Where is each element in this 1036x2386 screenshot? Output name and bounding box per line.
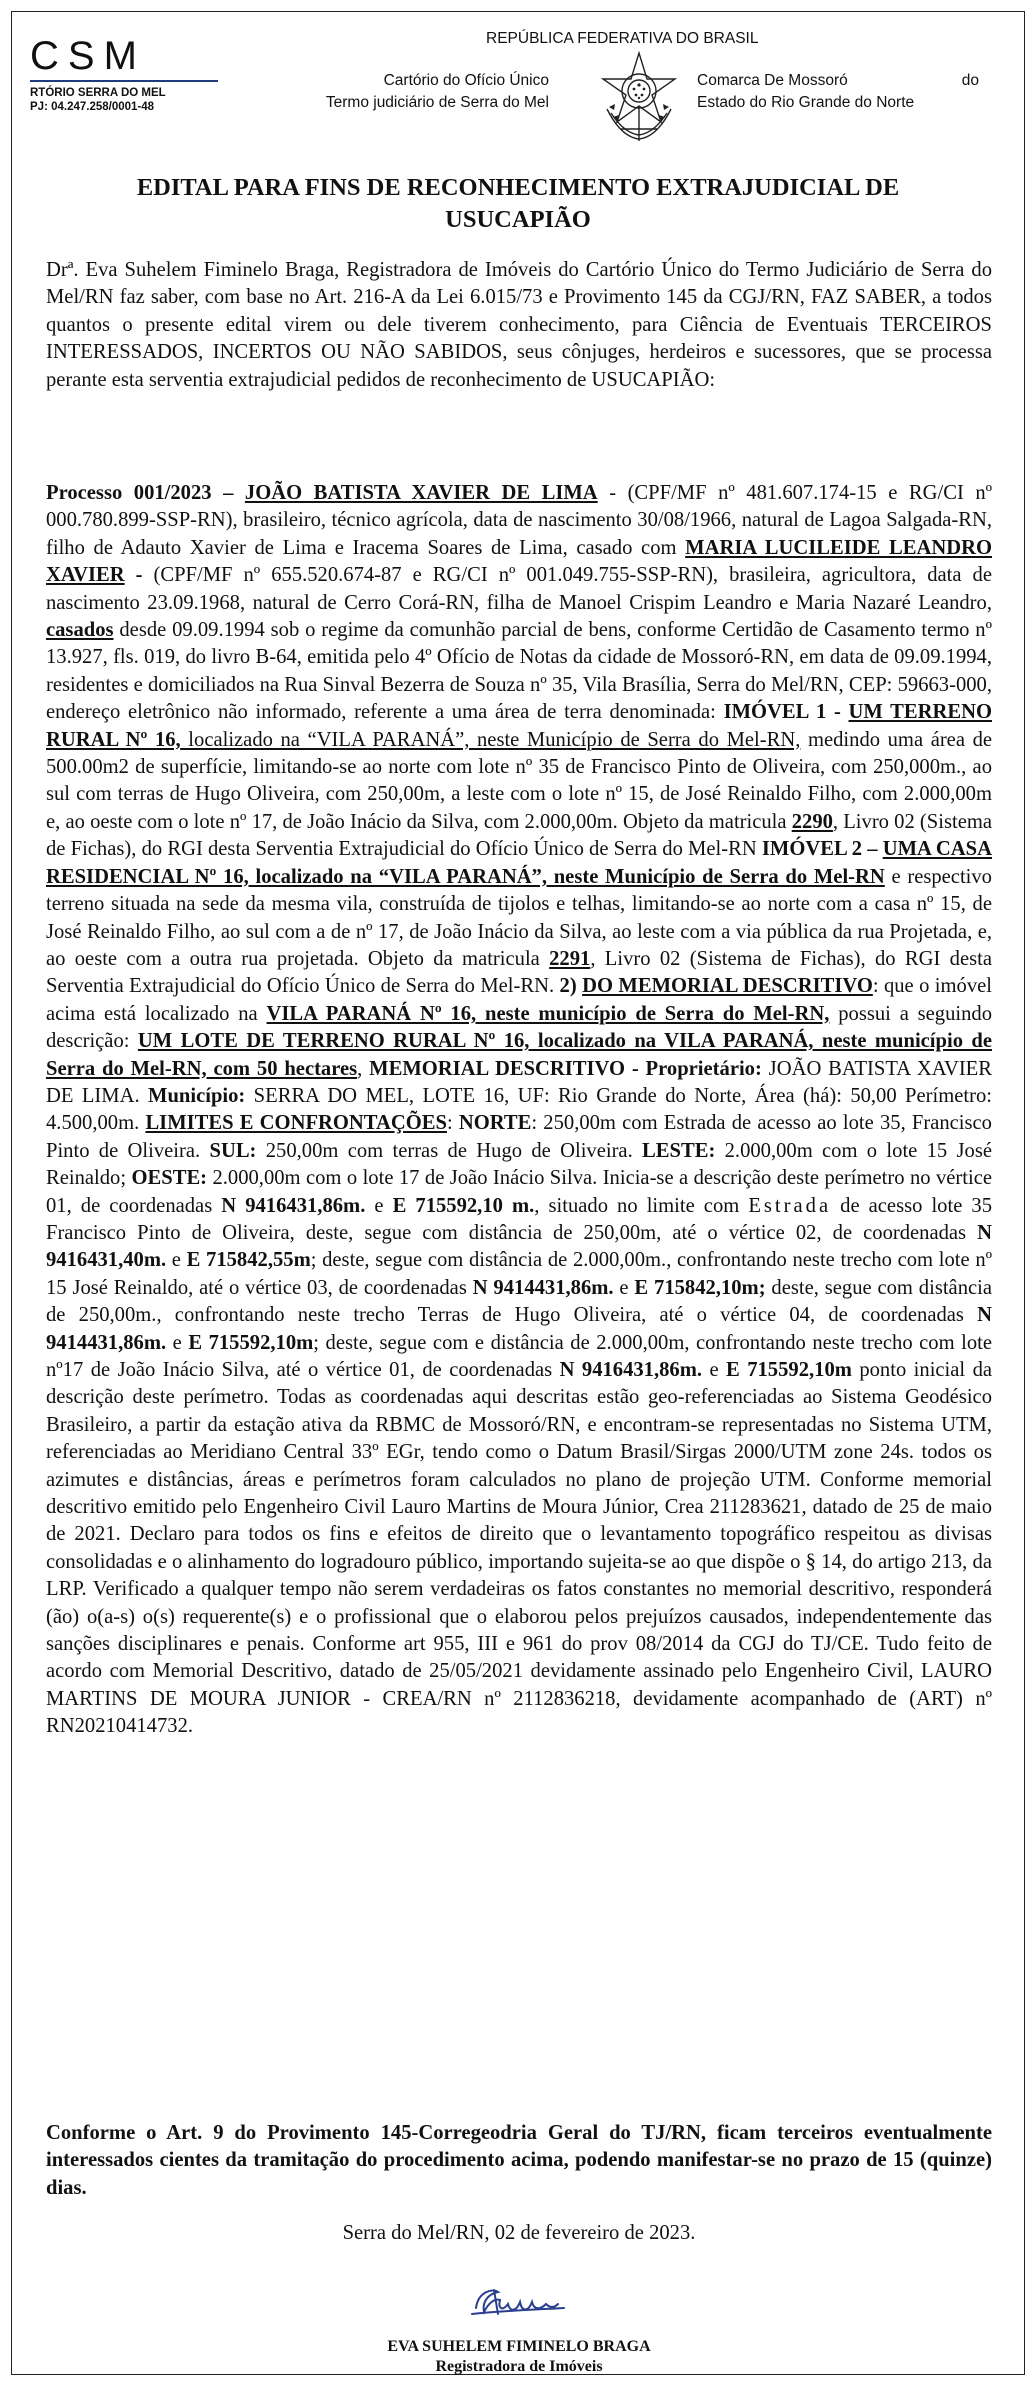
office-jurisdiction: Termo judiciário de Serra do Mel [325,94,549,111]
municipality-details: SERRA DO MEL, LOTE 16, UF: Rio Grande do Norte, Área (há): 50,00 Perímetro: 4.500,00m. [46,1084,992,1135]
coord-e-2: E 715842,55m [186,1249,311,1272]
memorial-heading: DO MEMORIAL DESCRITIVO [582,975,873,998]
logo-name-line: RTÓRIO SERRA DO MEL [30,87,166,99]
republic-heading: REPÚBLICA FEDERATIVA DO BRASIL [486,30,759,47]
registration-2290: 2290 [791,810,833,833]
title-line-2: USUCAPIÃO [445,206,591,233]
office-info-left [326,70,549,114]
intro-paragraph [46,257,992,394]
west-details: 2.000,00m com o lote 17 de João Inácio Silva. Inicia-se a descrição deste perímetro no vértice 01, de coordenadas [46,1167,992,1217]
memorial-location: VILA PARANÁ Nº 16, neste município de Serra do Mel-RN, [266,1002,830,1025]
title-line-1: EDITAL PARA FINS DE RECONHECIMENTO EXTRAJUDICIAL DE [136,174,900,201]
coord-n-2: N 9416431,40m. [46,1221,992,1272]
coord-and-1: e [365,1194,393,1217]
property-2-label: IMÓVEL 2 – [761,838,883,861]
memorial-intro: : que o imóvel acima está localizado na [46,975,992,1025]
closing-text: Conforme o Art. 9 do Provimento 145-Corregeodria Geral do TJ/RN, ficam terceiros eventualmente interessados cientes da tramitação do procedimento acima, podendo manifestar-se no prazo de 15 (quinze) dias. [46,2122,992,2199]
signer-role: Registradora de Imóveis [435,2358,603,2375]
brazil-coat-of-arms-icon [591,49,687,145]
vertex-2-text: de acesso lote 35 Francisco Pinto de Oliveira, deste, segue com distância de 250,00m, até o vértice 02, de coordenadas [46,1194,992,1244]
registration-2291: 2291 [549,947,591,970]
vertex-3-text: ; deste, segue com distância de 2.000,00m., confrontando neste trecho com lote nº 15 José Reinaldo, até o vértice 03, de coordenadas [46,1249,992,1299]
owner-name: JOÃO BATISTA XAVIER DE LIMA. [46,1057,993,1107]
office-name: Cartório do Ofício Único [383,72,549,89]
north-label: NORTE [458,1112,532,1135]
property-2-title: UMA CASA RESIDENCIAL Nº 16, localizado na “VILA PARANÁ”, neste Município de Serra do Mel-RN [46,838,992,888]
property-1-label: IMÓVEL 1 - [723,701,849,724]
coord-e-3: E 715842,10m; [634,1276,766,1299]
lot-description: UM LOTE DE TERRENO RURAL Nº 16, localizado na VILA PARANÁ, neste município de Serra do Mel-RN, com 50 hectares [46,1030,992,1080]
north-details: : 250,00m com Estrada de acesso ao lote 35, Francisco Pinto de Oliveira. [46,1112,992,1162]
registration-2291-details: , Livro 02 (Sistema de Fichas), do RGI desta Serventia Extrajudicial do Ofício Único de Serra do Mel-RN. [46,947,992,998]
municipality-label: Município: [148,1084,246,1107]
process-text [46,480,992,1741]
intro-text: Drª. Eva Suhelem Fiminelo Braga, Registradora de Imóveis do Cartório Único do Termo Judiciário de Serra do Mel/RN faz saber, com base no Art. 216-A da Lei 6.015/73 e Provimento 145 da CGJ/RN, FAZ SABER, a todos quantos o presente edital virem ou dele tiverem conhecimento, para Ciência de Eventuais TERCEIROS INTERESSADOS, INCERTOS OU NÃO SABIDOS, seus cônjuges, herdeiros e sucessores, que se processa perante esta serventia extrajudicial pedidos de reconhecimento de USUCAPIÃO: [46,259,992,391]
spouse-dash: - [124,564,143,587]
csm-logo [30,34,220,114]
vertex-4-text: deste, segue com distância de 250,00m., confrontando neste trecho Terras de Hugo Oliveira, até o vértice 04, de coordenadas [46,1276,992,1327]
coord-e-5: E 715592,10m [726,1359,852,1381]
process-paragraph [46,480,992,1741]
process-number: Processo 001/2023 – [46,482,245,504]
spouse-name: MARIA LUCILEIDE LEANDRO XAVIER [46,536,992,587]
owner-label: MEMORIAL DESCRITIVO - Proprietário: [369,1057,762,1080]
closing-notice [46,2120,992,2202]
road-label: Estrada [748,1194,832,1217]
comarca-line [697,70,979,92]
property-2-details: e respectivo terreno situada na sede da mesma vila, construída de tijolos e telhas, limitando-se ao norte com a casa nº 15, de José Reinaldo Filho, ao sul com a de nº 17, de João Inácio da Silva, ao leste com a via pública da rua Projetada, e, ao oeste com a outra rua projetada. Objeto da matricula [46,865,992,970]
spouse-details: (CPF/MF nº 655.520.674-87 e RG/CI nº 001.049.755-SSP-RN), brasileira, agricultora, data de nascimento 23.09.1968, natural de Cerro Corá-RN, filha de Manoel Crispim Leandro e Maria Nazaré Leandro, [46,564,992,614]
boundaries-heading: LIMITES E CONFRONTAÇÕES [145,1112,447,1135]
vertex-return-text: ; deste, segue com e distância de 2.000,00m, confrontando neste trecho com lote nº17 de João Inácio Silva, até o vértice 01, de coordenadas [46,1331,993,1381]
applicant-details: - (CPF/MF nº 481.607.174-15 e RG/CI nº 000.780.899-SSP-RN), brasileiro, técnico agrícola, data de nascimento 30/08/1966, natural de Lagoa Salgada-RN, filho de Adauto Xavier de Lima e Iracema Soares de Lima, casado com [46,482,992,559]
south-details: 250,00m com terras de Hugo de Oliveira. [256,1139,643,1162]
coord-n-3: N 9414431,86m. [472,1276,614,1299]
east-details: 2.000,00m com o lote 15 José Reinaldo; [46,1139,992,1190]
east-label: LESTE: [642,1139,716,1162]
comarca-name: Comarca De Mossoró [697,72,848,89]
section-2-number: 2) [559,975,583,998]
applicant-name: JOÃO BATISTA XAVIER DE LIMA [244,482,598,504]
property-1-location: localizado na “VILA PARANÁ”, neste Município de Serra do Mel-RN, [180,728,801,751]
coord-n-5: N 9416431,86m. [559,1359,703,1381]
state-name: Estado do Rio Grande do Norte [697,94,915,111]
handwritten-signature [458,2278,578,2330]
west-label: OESTE: [131,1167,208,1190]
document-title [42,172,994,236]
logo-cnpj-line: PJ: 04.247.258/0001-48 [30,101,155,113]
property-1-details: medindo uma área de 500.00m2 de superfície, limitando-se ao norte com lote nº 35 de Francisco Pinto de Oliveira, com 250,000m., ao sul com terras de Hugo Oliveira, com 250,00m, a leste com o lote nº 15, de José Reinaldo Filho, com 2.000,00m e, ao oeste com o lote nº 17, de João Inácio da Silva, com 2.000,00m. Objeto da matricula [46,728,993,833]
signer-name: EVA SUHELEM FIMINELO BRAGA [387,2338,651,2355]
logo-title: CSM [30,34,146,78]
coord-and-2: e [166,1249,187,1272]
edital-page [11,11,1025,2375]
vertex-1-text: , situado no limite com [534,1194,749,1217]
boundaries-colon: : [446,1112,459,1135]
coord-n-1: N 9416431,86m. [221,1194,366,1217]
registration-2290-details: , Livro 02 (Sistema de Fichas), do RGI desta Serventia Extrajudicial do Ofício Único de Serra do Mel-RN [46,810,992,861]
office-info-right [697,70,979,114]
memorial-closing-text: ponto inicial da descrição deste perímetro. Todas as coordenadas aqui descritas estão geo-referenciadas ao Sistema Geodésico Brasileiro, a partir da estação ativa da RBMC de Mossoró/RN, e encontram-se representadas no Sistema UTM, referenciadas ao Meridiano Central 33º EGr, tendo como o Datum Brasil/Sirgas 2000/UTM zone 24s. todos os azimutes e distâncias, áreas e perímetros foram calculados no plano de projeção UTM. Conforme memorial descritivo emitido pelo Engenheiro Civil Lauro Martins de Moura Júnior, Crea 211283621, datado de 25 de maio de 2021. Declaro para todos os fins e efeitos de direito que o levantamento topográfico respeitou as divisas consolidadas e o alinhamento do logradouro público, importando sujeita-se ao que dispõe o § 14, do artigo 213, da LRP. Verificado a qualquer tempo não serem verdadeiras os fatos constantes no memorial descritivo, responderá (ão) o(a-s) o(s) requerente(s) e o profissional que o elaborou pelos prejuízos causados, independentemente das sanções disciplinares e penais. Conforme art 955, III e 961 do prov 08/2014 da CGJ do TJ/CE. Tudo feito de acordo com Memorial Descritivo, datado de 25/05/2021 devidamente assinado pelo Engenheiro Civil, LAURO MARTINS DE MOURA JUNIOR - CREA/RN nº 2112836218, devidamente acompanhado de (ART) nº RN20210414732. [46,1359,993,1738]
married-label: casados [46,619,114,642]
south-label: SUL: [209,1139,257,1162]
coord-e-4: E 715592,10m [188,1331,314,1354]
memorial-connector: possui a seguindo descrição: [46,1002,993,1053]
marriage-details: desde 09.09.1994 sob o regime da comunhão parcial de bens, conforme Certidão de Casamento termo nº 13.927, fls. 019, do livro B-64, emitida pelo 4º Ofício de Notas da cidade de Mossoró-RN, em data de 09.09.1994, residentes e domiciliados na Rua Sinval Bezerra de Souza nº 35, Vila Brasília, Serra do Mel/RN, CEP: 59663-000, endereço eletrônico não informado, referente a uma área de terra denominada: [46,619,992,724]
coord-and-4: e [166,1331,189,1354]
coord-e-1: E 715592,10 m. [392,1194,535,1217]
coord-and-5: e [702,1359,727,1381]
coord-and-3: e [613,1276,635,1299]
logo-rule [30,80,218,82]
property-1-title: UM TERRENO RURAL Nº 16, [46,701,992,751]
date-line: Serra do Mel/RN, 02 de fevereiro de 2023. [342,2222,696,2244]
comarca-connector: do [961,72,979,89]
separator: , [357,1057,370,1080]
coord-n-4: N 9414431,86m. [46,1304,992,1354]
